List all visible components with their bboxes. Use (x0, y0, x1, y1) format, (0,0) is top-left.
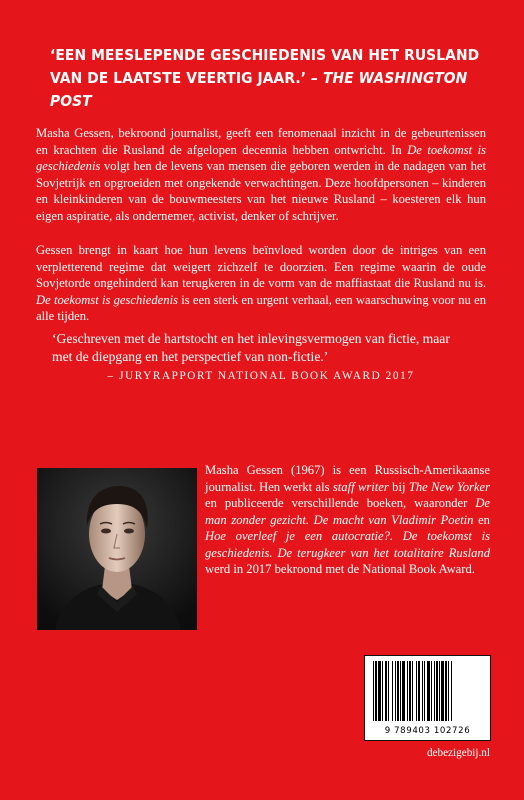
bio-text-4: en (473, 512, 490, 527)
description-paragraph-2 (36, 242, 486, 325)
jury-attribution: – JURYRAPPORT NATIONAL BOOK AWARD 2017 (107, 370, 415, 382)
p2-book-title: De toekomst is geschiedenis (36, 292, 178, 307)
p2-text-1: Gessen brengt in kaart hoe hun levens beïnvloed worden door de intriges van een verpletterend regime dat weigert zichzelf te doorzien. Een regime waarin de oude Sovjetorde ongehinderd kan terugkeren in de vorm van de maffiastaat die Rusland nu is. (36, 243, 486, 290)
barcode (364, 655, 491, 741)
p1-book-title: De toekomst is geschiedenis (36, 142, 486, 173)
bio-italic-4: Hoe overleef je een autocratie?. De toekomst is geschiedenis. De terugkeer van het totalitaire Rusland (205, 529, 490, 560)
bio-italic-3: De man zonder gezicht. De macht van Vladimir Poetin (205, 496, 490, 527)
bio-italic-1: staff writer (332, 479, 389, 494)
bio-text-2: bij (388, 479, 409, 494)
publisher-url: debezigebij.nl (426, 747, 490, 759)
barcode-number: 9 789403 102726 (384, 726, 471, 736)
bio-text-3: en publiceerde verschillende boeken, waaronder (205, 496, 476, 510)
headline-source: – THE WASHINGTON POST (50, 69, 468, 110)
jury-quote: ‘Geschreven met de hartstocht en het inlevingsvermogen van fictie, maar met de diepgang en het perspectief van non-fictie.’ (52, 331, 450, 364)
barcode-bars (371, 661, 484, 723)
description-paragraph-1 (36, 125, 486, 224)
bio-text-1: Masha Gessen (1967) is een Russisch-Amerikaanse journalist. Hen werkt als (205, 463, 490, 494)
p1-text-2: volgt hen de levens van mensen die geboren werden in de nadagen van het Sovjetrijk en opgroeiden met ongekende verwachtingen. Deze hoofdpersonen – kinderen en kleinkinderen van de bouwmeesters van het nieuwe Rusland – koesteren elk hun eigen aspiratie, als ondernemer, activist, denker of schrijver. (36, 159, 486, 223)
author-photo (37, 468, 197, 630)
p1-text-1: Masha Gessen, bekroond journalist, geeft een fenomenaal inzicht in de gebeurtenissen en krachten die Rusland de afgelopen decennia hebben ontwricht. In (36, 126, 486, 157)
p2-text-2: is een sterk en urgent verhaal, een waarschuwing voor nu en alle tijden. (36, 292, 486, 323)
bio-text-5: werd in 2017 bekroond met de National Book Award. (205, 562, 475, 576)
headline-quote (50, 44, 490, 113)
author-bio (205, 462, 490, 578)
headline-text: ‘EEN MEESLEPENDE GESCHIEDENIS VAN HET RUSLAND VAN DE LAATSTE VEERTIG JAAR.’ (50, 46, 480, 87)
bio-italic-2: The New Yorker (408, 479, 490, 494)
